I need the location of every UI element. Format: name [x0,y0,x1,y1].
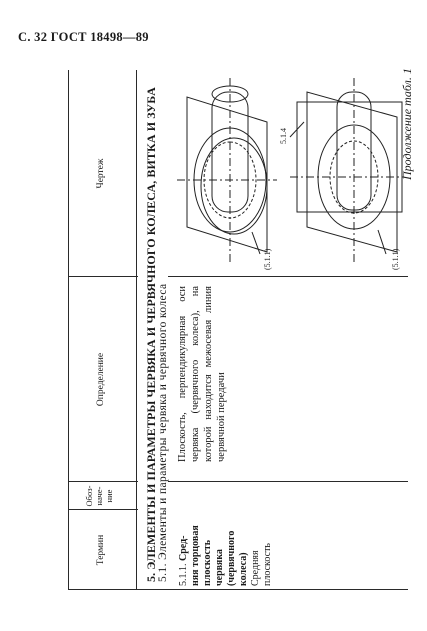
column-divider-drawing-body [168,276,408,277]
rotated-table-sheet [68,68,414,590]
term-bold: Сред- няя торцовая плоскость червяка (червячного колеса) [178,525,249,586]
lower-plane-a [307,92,397,252]
definition-cell: Плоскость, перпендикулярная оси червяка (червячного колеса), на которой находится межосевая линия червячной передачи [177,286,227,462]
header-designation: Обоз- наче- ние [84,485,114,507]
continuation-label: Продолжение табл. 1 [400,68,414,180]
worm-gear-drawing [172,72,404,272]
header-term: Термин [96,534,106,566]
header-definition: Определение [96,352,106,407]
upper-plane [187,97,267,252]
table-left-border [68,589,408,590]
section-title: 5. ЭЛЕМЕНТЫ И ПАРАМЕТРЫ ЧЕРВЯКА И ЧЕРВЯЧНОГО КОЛЕСА, ВИТКА И ЗУБА [144,87,158,582]
drawing-label-a: (5.1.1) [263,248,272,270]
column-divider-definition-body [168,481,408,482]
upper-wheel-rim [201,138,267,234]
drawing-lower [290,77,404,262]
drawing-upper [177,77,277,262]
term-number: 5.1.1. [178,563,189,586]
subsection-title: 5.1. Элементы и параметры червяка и червячного колеса [157,283,169,582]
drawing-label-b: 5.1.4 [279,128,288,144]
term-cell [178,514,274,586]
term-synonym: Средняя плоскость [250,543,273,586]
lower-plane-b [297,102,402,212]
drawing-label-c: (5.1.1) [391,248,400,270]
page-header: С. 32 ГОСТ 18498—89 [18,30,149,44]
lower-leader [378,230,386,254]
header-drawing: Чертеж [96,158,106,189]
upper-leader [252,232,260,254]
table-top-border [68,70,69,590]
table-header-divider [136,70,137,590]
